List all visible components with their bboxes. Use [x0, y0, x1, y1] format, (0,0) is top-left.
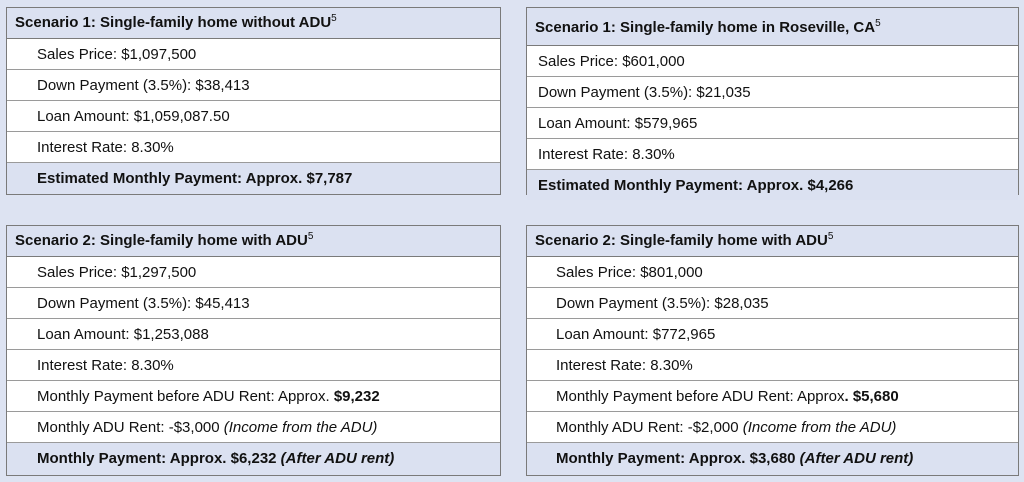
down-payment-row: Down Payment (3.5%): $21,035: [527, 77, 1018, 108]
loan-amount-row: Loan Amount: $772,965: [527, 319, 1018, 350]
monthly-payment-total-note: (After ADU rent): [799, 450, 914, 467]
adu-rent-label: Monthly ADU Rent: -$3,000: [37, 419, 224, 436]
payment-before-rent-label: Monthly Payment before ADU Rent: Approx: [556, 388, 845, 405]
scenario-card-without-adu: [6, 7, 501, 195]
loan-amount-row: Loan Amount: $1,253,088: [7, 319, 500, 350]
sales-price-row: Sales Price: $601,000: [527, 46, 1018, 77]
scenario-card-with-adu-right: [526, 225, 1019, 476]
sales-price-row: Sales Price: $801,000: [527, 257, 1018, 288]
adu-rent-note: (Income from the ADU): [223, 419, 378, 436]
card-title: [527, 226, 1018, 257]
monthly-payment-total-row: [7, 443, 500, 474]
monthly-payment-total-label: Monthly Payment: Approx. $6,232: [37, 450, 281, 467]
payment-before-rent-value: . $5,680: [844, 388, 899, 405]
loan-amount-row: Loan Amount: $1,059,087.50: [7, 101, 500, 132]
card-title: [527, 8, 1018, 46]
adu-rent-row: [7, 412, 500, 443]
down-payment-row: Down Payment (3.5%): $38,413: [7, 70, 500, 101]
interest-rate-row: Interest Rate: 8.30%: [527, 139, 1018, 170]
monthly-payment-total-note: (After ADU rent): [280, 450, 395, 467]
footnote-marker: 5: [875, 18, 881, 29]
monthly-payment-total-row: [527, 443, 1018, 474]
interest-rate-row: Interest Rate: 8.30%: [7, 132, 500, 163]
card-title-text: Scenario 1: Single-family home without ADU: [15, 14, 332, 31]
loan-amount-row: Loan Amount: $579,965: [527, 108, 1018, 139]
scenario-card-roseville: [526, 7, 1019, 195]
footnote-marker: 5: [307, 231, 314, 242]
adu-rent-note: (Income from the ADU): [742, 419, 897, 436]
payment-before-rent-row: [527, 381, 1018, 412]
payment-before-rent-row: [7, 381, 500, 412]
card-title: [7, 8, 500, 39]
sales-price-row: Sales Price: $1,097,500: [7, 39, 500, 70]
adu-rent-label: Monthly ADU Rent: -$2,000: [556, 419, 743, 436]
footnote-marker: 5: [331, 13, 337, 24]
interest-rate-row: Interest Rate: 8.30%: [7, 350, 500, 381]
adu-rent-row: [527, 412, 1018, 443]
down-payment-row: Down Payment (3.5%): $45,413: [7, 288, 500, 319]
estimated-monthly-payment-row: Estimated Monthly Payment: Approx. $7,787: [7, 163, 500, 194]
card-title-text: Scenario 2: Single-family home with ADU: [15, 232, 308, 249]
footnote-marker: 5: [827, 231, 834, 242]
card-title: [7, 226, 500, 257]
sales-price-row: Sales Price: $1,297,500: [7, 257, 500, 288]
card-title-text: Scenario 2: Single-family home with ADU: [535, 232, 828, 249]
monthly-payment-total-label: Monthly Payment: Approx. $3,680: [556, 450, 800, 467]
interest-rate-row: Interest Rate: 8.30%: [527, 350, 1018, 381]
down-payment-row: Down Payment (3.5%): $28,035: [527, 288, 1018, 319]
card-title-text: Scenario 1: Single-family home in Roseville, CA: [535, 19, 876, 36]
payment-before-rent-value: $9,232: [333, 388, 380, 405]
estimated-monthly-payment-row: Estimated Monthly Payment: Approx. $4,266: [527, 170, 1018, 200]
scenario-card-with-adu-left: [6, 225, 501, 476]
payment-before-rent-label: Monthly Payment before ADU Rent: Approx.: [37, 388, 334, 405]
